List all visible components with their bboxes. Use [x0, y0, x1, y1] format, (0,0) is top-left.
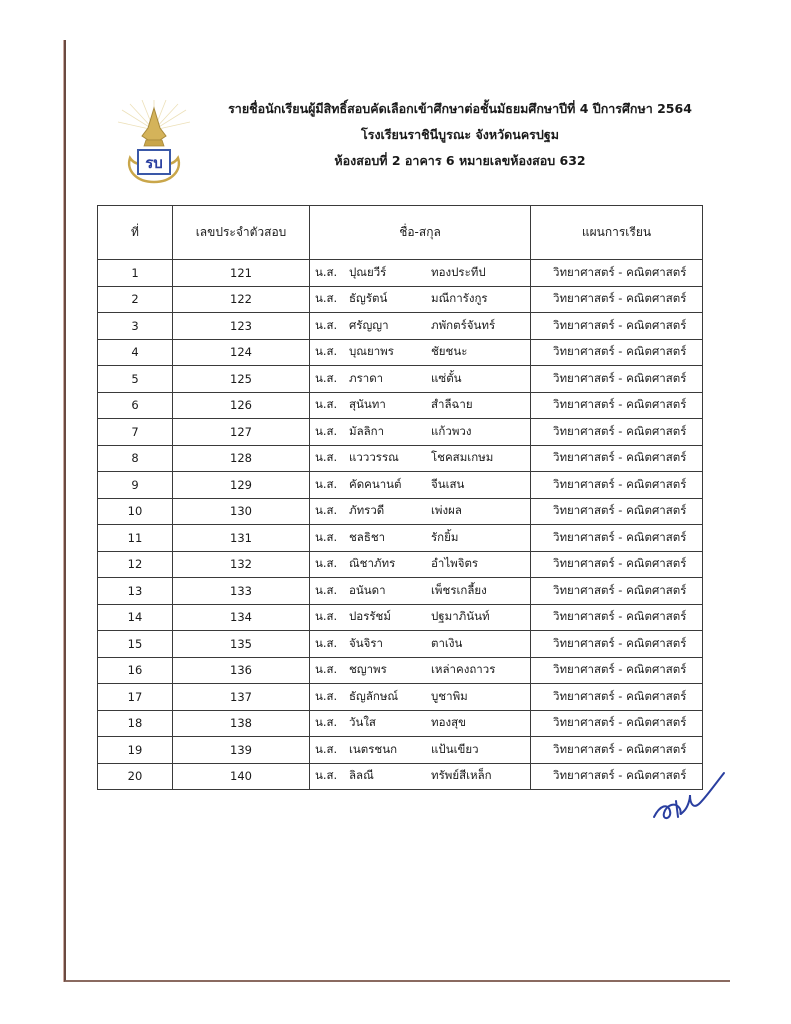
plan-label: วิทยาศาสตร์ - คณิตศาสตร์ — [553, 609, 687, 624]
row-plan — [531, 445, 703, 472]
row-plan — [531, 737, 703, 764]
row-no: 18 — [98, 710, 173, 737]
name-prefix: น.ส. — [315, 609, 338, 624]
row-exam-id: 122 — [173, 286, 310, 313]
row-name — [310, 339, 531, 366]
row-name — [310, 366, 531, 393]
last-name: ภพักตร์จันทร์ — [431, 317, 496, 332]
first-name: ปุณยวีร์ — [349, 264, 387, 279]
table-row — [98, 339, 703, 366]
row-plan — [531, 578, 703, 605]
row-no: 14 — [98, 604, 173, 631]
table-header-row — [98, 206, 703, 260]
row-exam-id: 127 — [173, 419, 310, 446]
row-plan — [531, 286, 703, 313]
name-prefix: น.ส. — [315, 370, 338, 385]
name-prefix: น.ส. — [315, 291, 338, 306]
last-name: เหล่าคงถาวร — [431, 662, 496, 677]
row-plan — [531, 339, 703, 366]
table-row — [98, 657, 703, 684]
row-exam-id: 129 — [173, 472, 310, 499]
row-name — [310, 604, 531, 631]
name-prefix: น.ส. — [315, 476, 338, 491]
first-name: ศรัญญา — [349, 317, 389, 332]
first-name: สุนันทา — [349, 397, 386, 412]
first-name: แวววรรณ — [349, 450, 399, 465]
first-name: ภัทรวดี — [349, 503, 385, 518]
name-prefix: น.ส. — [315, 529, 338, 544]
last-name: ปฐมาภินันท์ — [431, 609, 490, 624]
plan-label: วิทยาศาสตร์ - คณิตศาสตร์ — [553, 317, 687, 332]
row-no: 5 — [98, 366, 173, 393]
plan-label: วิทยาศาสตร์ - คณิตศาสตร์ — [553, 370, 687, 385]
plan-label: วิทยาศาสตร์ - คณิตศาสตร์ — [553, 264, 687, 279]
last-name: ทองประทีป — [431, 264, 486, 279]
school-name: โรงเรียนราชินีบูรณะ จังหวัดนครปฐม — [361, 127, 559, 142]
svg-text:รบ: รบ — [145, 154, 163, 172]
plan-label: วิทยาศาสตร์ - คณิตศาสตร์ — [553, 635, 687, 650]
first-name: ธัญรัตน์ — [349, 291, 388, 306]
row-name — [310, 260, 531, 287]
row-name — [310, 313, 531, 340]
table-row — [98, 498, 703, 525]
table-row — [98, 366, 703, 393]
first-name: คัดคนานต์ — [349, 476, 402, 491]
row-name — [310, 525, 531, 552]
row-plan — [531, 392, 703, 419]
row-name — [310, 445, 531, 472]
row-name — [310, 419, 531, 446]
row-exam-id: 133 — [173, 578, 310, 605]
row-exam-id: 136 — [173, 657, 310, 684]
name-prefix: น.ส. — [315, 688, 338, 703]
row-no: 19 — [98, 737, 173, 764]
last-name: ตาเงิน — [431, 635, 463, 650]
row-name — [310, 498, 531, 525]
row-plan — [531, 604, 703, 631]
row-plan — [531, 710, 703, 737]
header-name: ชื่อ-สกุล — [310, 206, 531, 260]
row-name — [310, 710, 531, 737]
name-prefix: น.ส. — [315, 582, 338, 597]
plan-label: วิทยาศาสตร์ - คณิตศาสตร์ — [553, 450, 687, 465]
row-no: 8 — [98, 445, 173, 472]
row-name — [310, 551, 531, 578]
row-no: 16 — [98, 657, 173, 684]
row-name — [310, 737, 531, 764]
row-name — [310, 631, 531, 658]
header-no: ที่ — [98, 206, 173, 260]
name-prefix: น.ส. — [315, 264, 338, 279]
row-name — [310, 684, 531, 711]
last-name: อำไพจิตร — [431, 556, 479, 571]
plan-label: วิทยาศาสตร์ - คณิตศาสตร์ — [553, 715, 687, 730]
student-roster-table — [97, 205, 703, 790]
last-name: ทองสุข — [431, 715, 466, 730]
row-no: 12 — [98, 551, 173, 578]
row-no: 13 — [98, 578, 173, 605]
name-prefix: น.ส. — [315, 741, 338, 756]
table-row — [98, 710, 703, 737]
row-name — [310, 763, 531, 790]
name-prefix: น.ส. — [315, 450, 338, 465]
name-prefix: น.ส. — [315, 768, 338, 783]
first-name: จันจิรา — [349, 635, 383, 650]
header-exam-id: เลขประจำตัวสอบ — [173, 206, 310, 260]
table-row — [98, 604, 703, 631]
plan-label: วิทยาศาสตร์ - คณิตศาสตร์ — [553, 291, 687, 306]
row-exam-id: 121 — [173, 260, 310, 287]
name-prefix: น.ส. — [315, 715, 338, 730]
first-name: ชลธิชา — [349, 529, 386, 544]
row-no: 10 — [98, 498, 173, 525]
row-exam-id: 124 — [173, 339, 310, 366]
row-no: 3 — [98, 313, 173, 340]
table-row — [98, 763, 703, 790]
last-name: เพ่งผล — [431, 503, 462, 518]
row-no: 6 — [98, 392, 173, 419]
last-name: โชคสมเกษม — [431, 450, 494, 465]
first-name: ชญาพร — [349, 662, 387, 677]
first-name: ณิชาภัทร — [349, 556, 396, 571]
plan-label: วิทยาศาสตร์ - คณิตศาสตร์ — [553, 741, 687, 756]
row-plan — [531, 260, 703, 287]
last-name: บูชาพิม — [431, 688, 468, 703]
row-exam-id: 130 — [173, 498, 310, 525]
first-name: เนตรชนก — [349, 741, 398, 756]
table-row — [98, 578, 703, 605]
table-row — [98, 260, 703, 287]
plan-label: วิทยาศาสตร์ - คณิตศาสตร์ — [553, 556, 687, 571]
row-no: 17 — [98, 684, 173, 711]
last-name: สำลีฉาย — [431, 397, 473, 412]
plan-label: วิทยาศาสตร์ - คณิตศาสตร์ — [553, 529, 687, 544]
name-prefix: น.ส. — [315, 397, 338, 412]
row-name — [310, 286, 531, 313]
row-plan — [531, 684, 703, 711]
table-row — [98, 472, 703, 499]
name-prefix: น.ส. — [315, 662, 338, 677]
last-name: ทรัพย์สีเหล็ก — [431, 768, 492, 783]
row-no: 4 — [98, 339, 173, 366]
name-prefix: น.ส. — [315, 317, 338, 332]
row-no: 15 — [98, 631, 173, 658]
signature-icon — [650, 765, 730, 825]
row-name — [310, 392, 531, 419]
name-prefix: น.ส. — [315, 423, 338, 438]
row-no: 7 — [98, 419, 173, 446]
table-row — [98, 419, 703, 446]
last-name: เพ็ชรเกลี้ยง — [431, 582, 487, 597]
last-name: แป้นเขียว — [431, 741, 479, 756]
row-no: 2 — [98, 286, 173, 313]
row-plan — [531, 551, 703, 578]
row-exam-id: 138 — [173, 710, 310, 737]
school-crest-icon — [116, 100, 192, 190]
row-exam-id: 131 — [173, 525, 310, 552]
row-exam-id: 134 — [173, 604, 310, 631]
row-exam-id: 128 — [173, 445, 310, 472]
row-no: 11 — [98, 525, 173, 552]
row-no: 20 — [98, 763, 173, 790]
last-name: จีนเสน — [431, 476, 465, 491]
table-row — [98, 551, 703, 578]
row-exam-id: 123 — [173, 313, 310, 340]
first-name: ปอรรัชม์ — [349, 609, 391, 624]
first-name: ลิลณี — [349, 768, 374, 783]
first-name: บุณยาพร — [349, 344, 394, 359]
first-name: ภราดา — [349, 370, 384, 385]
table-row — [98, 737, 703, 764]
row-exam-id: 140 — [173, 763, 310, 790]
row-plan — [531, 313, 703, 340]
row-plan — [531, 657, 703, 684]
row-plan — [531, 498, 703, 525]
name-prefix: น.ส. — [315, 344, 338, 359]
table-row — [98, 286, 703, 313]
plan-label: วิทยาศาสตร์ - คณิตศาสตร์ — [553, 476, 687, 491]
table-row — [98, 445, 703, 472]
name-prefix: น.ส. — [315, 503, 338, 518]
table-row — [98, 313, 703, 340]
last-name: มณีการังกูร — [431, 291, 488, 306]
row-name — [310, 578, 531, 605]
plan-label: วิทยาศาสตร์ - คณิตศาสตร์ — [553, 397, 687, 412]
plan-label: วิทยาศาสตร์ - คณิตศาสตร์ — [553, 768, 687, 783]
plan-label: วิทยาศาสตร์ - คณิตศาสตร์ — [553, 423, 687, 438]
row-exam-id: 139 — [173, 737, 310, 764]
exam-room-info: ห้องสอบที่ 2 อาคาร 6 หมายเลขห้องสอบ 632 — [334, 153, 586, 168]
row-exam-id: 135 — [173, 631, 310, 658]
row-exam-id: 137 — [173, 684, 310, 711]
row-plan — [531, 631, 703, 658]
row-no: 1 — [98, 260, 173, 287]
row-plan — [531, 472, 703, 499]
plan-label: วิทยาศาสตร์ - คณิตศาสตร์ — [553, 344, 687, 359]
first-name: ธัญลักษณ์ — [349, 688, 399, 703]
name-prefix: น.ส. — [315, 556, 338, 571]
plan-label: วิทยาศาสตร์ - คณิตศาสตร์ — [553, 503, 687, 518]
first-name: อนันดา — [349, 582, 386, 597]
name-prefix: น.ส. — [315, 635, 338, 650]
document-header — [225, 100, 695, 170]
last-name: ชัยชนะ — [431, 344, 468, 359]
table-row — [98, 525, 703, 552]
row-plan — [531, 419, 703, 446]
last-name: แซ่ตั้น — [431, 370, 462, 385]
last-name: แก้วพวง — [431, 423, 472, 438]
table-row — [98, 392, 703, 419]
header-plan: แผนการเรียน — [531, 206, 703, 260]
row-name — [310, 472, 531, 499]
plan-label: วิทยาศาสตร์ - คณิตศาสตร์ — [553, 582, 687, 597]
row-exam-id: 126 — [173, 392, 310, 419]
row-name — [310, 657, 531, 684]
row-exam-id: 125 — [173, 366, 310, 393]
table-row — [98, 631, 703, 658]
first-name: มัลลิกา — [349, 423, 385, 438]
row-plan — [531, 366, 703, 393]
row-no: 9 — [98, 472, 173, 499]
first-name: วันใส — [349, 715, 376, 730]
row-plan — [531, 525, 703, 552]
document-title: รายชื่อนักเรียนผู้มีสิทธิ์สอบคัดเลือกเข้าศึกษาต่อชั้นมัธยมศึกษาปีที่ 4 ปีการศึกษา 2564 — [228, 101, 692, 116]
plan-label: วิทยาศาสตร์ - คณิตศาสตร์ — [553, 688, 687, 703]
plan-label: วิทยาศาสตร์ - คณิตศาสตร์ — [553, 662, 687, 677]
last-name: รักยิ้ม — [431, 529, 459, 544]
row-exam-id: 132 — [173, 551, 310, 578]
table-row — [98, 684, 703, 711]
